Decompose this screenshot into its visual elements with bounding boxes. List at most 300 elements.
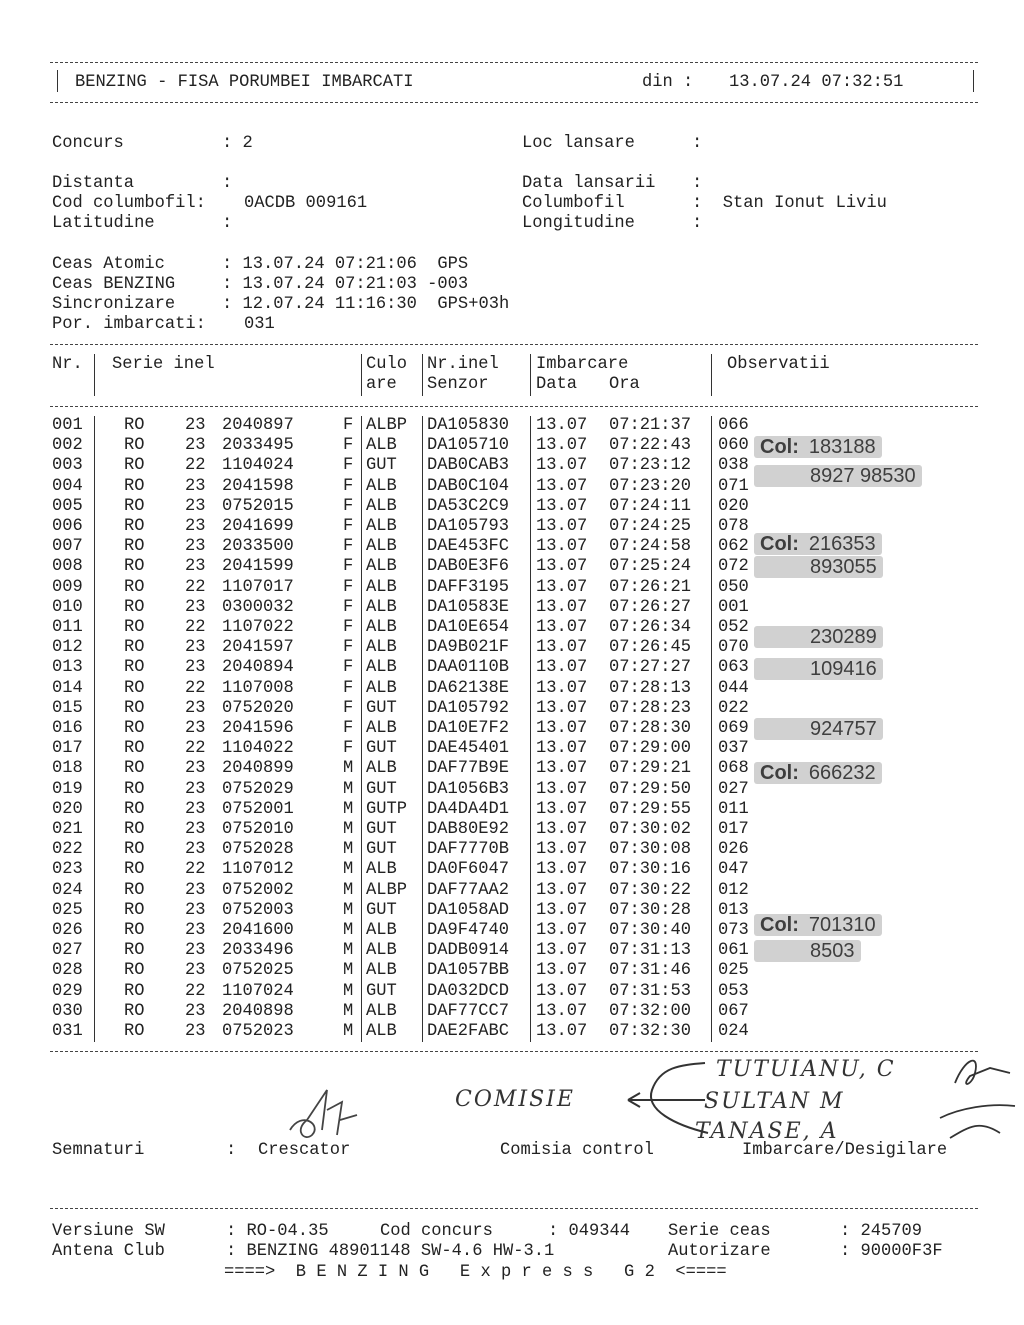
- row-country: RO: [124, 456, 145, 476]
- row-country: RO: [124, 1001, 145, 1021]
- row-observation: 050: [718, 577, 749, 597]
- row-date: 13.07: [536, 921, 588, 940]
- row-sex: M: [343, 900, 354, 920]
- row-country: RO: [124, 860, 145, 880]
- row-time: 07:32:00: [609, 1001, 692, 1021]
- row-color: ALB: [366, 719, 397, 738]
- row-observation: 026: [718, 840, 749, 860]
- row-observation: 012: [718, 880, 749, 900]
- header-divider: [711, 354, 712, 396]
- row-observation: 013: [718, 900, 749, 920]
- row-year: 23: [185, 557, 206, 577]
- row-observation: 052: [718, 618, 749, 637]
- row-chip-id: DAE45401: [427, 739, 510, 759]
- row-year: 23: [185, 496, 206, 516]
- row-year: 23: [185, 900, 206, 920]
- row-sex: F: [343, 739, 354, 759]
- row-chip-id: DA0F6047: [427, 860, 510, 880]
- row-number: 006: [52, 517, 83, 536]
- row-country: RO: [124, 880, 145, 900]
- row-number: 023: [52, 860, 83, 880]
- row-date: 13.07: [536, 496, 588, 516]
- row-observation: 063: [718, 658, 749, 678]
- row-ring-number: 0752025: [222, 961, 294, 981]
- row-year: 23: [185, 779, 206, 799]
- row-year: 23: [185, 517, 206, 536]
- row-chip-id: DAF77CC7: [427, 1001, 510, 1021]
- col-header-nr-inel: Nr.inel: [427, 355, 499, 374]
- din-value: 13.07.24 07:32:51: [729, 73, 904, 92]
- header-divider: [94, 354, 95, 396]
- row-sex: F: [343, 618, 354, 637]
- row-year: 23: [185, 1022, 206, 1041]
- stamp: 893055: [754, 556, 883, 578]
- semnaturi-label: Semnaturi: [52, 1141, 145, 1160]
- row-number: 026: [52, 921, 83, 940]
- row-year: 23: [185, 840, 206, 860]
- row-color: ALB: [366, 557, 397, 577]
- row-sex: F: [343, 456, 354, 476]
- table-row: [0, 800, 1024, 820]
- row-chip-id: DAA0110B: [427, 658, 510, 678]
- row-country: RO: [124, 820, 145, 839]
- row-observation: 062: [718, 537, 749, 557]
- loc-lansare-value: :: [692, 134, 703, 153]
- col-header-culo: Culo: [366, 355, 408, 374]
- row-observation: 060: [718, 436, 749, 456]
- row-year: 23: [185, 961, 206, 981]
- row-observation: 073: [718, 921, 749, 940]
- row-year: 23: [185, 537, 206, 557]
- row-ring-number: 2041597: [222, 638, 294, 658]
- row-color: GUT: [366, 698, 397, 718]
- row-date: 13.07: [536, 840, 588, 860]
- row-date: 13.07: [536, 900, 588, 920]
- row-time: 07:31:13: [609, 941, 692, 961]
- row-sex: M: [343, 1022, 354, 1041]
- row-observation: 037: [718, 739, 749, 759]
- comisie-handwriting: COMISIE: [455, 1087, 575, 1112]
- row-chip-id: DA032DCD: [427, 981, 510, 1001]
- row-country: RO: [124, 638, 145, 658]
- row-color: ALBP: [366, 880, 408, 900]
- row-ring-number: 0752028: [222, 840, 294, 860]
- row-observation: 061: [718, 941, 749, 961]
- semnaturi-colon: :: [226, 1141, 237, 1160]
- row-country: RO: [124, 981, 145, 1001]
- header-top-rule: [50, 62, 978, 63]
- row-time: 07:26:21: [609, 577, 692, 597]
- antena-club-value: : BENZING 48901148 SW-4.6 HW-3.1: [226, 1242, 555, 1261]
- row-observation: 022: [718, 698, 749, 718]
- row-color: GUT: [366, 840, 397, 860]
- row-color: ALB: [366, 921, 397, 940]
- row-number: 028: [52, 961, 83, 981]
- row-color: ALB: [366, 577, 397, 597]
- row-ring-number: 1107008: [222, 678, 294, 698]
- row-sex: M: [343, 981, 354, 1001]
- row-color: GUTP: [366, 799, 408, 819]
- row-chip-id: DA9F4740: [427, 921, 510, 940]
- row-chip-id: DAB80E92: [427, 820, 510, 839]
- row-ring-number: 1104022: [222, 739, 294, 759]
- row-date: 13.07: [536, 860, 588, 880]
- antena-club-label: Antena Club: [52, 1242, 165, 1261]
- col-header-serie-inel: Serie inel: [112, 355, 215, 374]
- row-color: ALB: [366, 517, 397, 536]
- row-ring-number: 0752003: [222, 900, 294, 920]
- row-country: RO: [124, 698, 145, 718]
- col-header-observatii: Observatii: [727, 355, 830, 374]
- row-country: RO: [124, 739, 145, 759]
- page-title: BENZING - FISA PORUMBEI IMBARCATI: [75, 73, 414, 92]
- row-year: 23: [185, 941, 206, 961]
- row-ring-number: 2033496: [222, 941, 294, 961]
- row-date: 13.07: [536, 1022, 588, 1041]
- benzing-express-banner: ====> B E N Z I N G E x p r e s s G 2 <====: [224, 1263, 727, 1282]
- row-sex: F: [343, 638, 354, 658]
- row-sex: M: [343, 779, 354, 799]
- row-chip-id: DA9B021F: [427, 638, 510, 658]
- row-chip-id: DAB0E3F6: [427, 557, 510, 577]
- table-row: [0, 598, 1024, 618]
- row-color: ALB: [366, 961, 397, 981]
- din-label: din :: [642, 73, 694, 92]
- row-ring-number: 0752010: [222, 820, 294, 839]
- row-chip-id: DA105710: [427, 436, 510, 456]
- row-date: 13.07: [536, 416, 588, 435]
- row-number: 019: [52, 779, 83, 799]
- row-date: 13.07: [536, 739, 588, 759]
- concurs-value: : 2: [222, 134, 253, 153]
- row-country: RO: [124, 537, 145, 557]
- row-country: RO: [124, 476, 145, 496]
- table-row: [0, 497, 1024, 517]
- table-row: [0, 739, 1024, 759]
- row-chip-id: DAB0C104: [427, 476, 510, 496]
- row-number: 015: [52, 698, 83, 718]
- row-time: 07:30:08: [609, 840, 692, 860]
- row-date: 13.07: [536, 658, 588, 678]
- ceas-benzing-label: Ceas BENZING: [52, 275, 176, 294]
- data-lansarii-label: Data lansarii: [522, 174, 656, 193]
- row-sex: F: [343, 719, 354, 738]
- row-number: 027: [52, 941, 83, 961]
- longitudine-label: Longitudine: [522, 214, 635, 233]
- row-year: 23: [185, 719, 206, 738]
- cod-concurs-label: Cod concurs: [380, 1222, 493, 1241]
- row-number: 025: [52, 900, 83, 920]
- row-observation: 066: [718, 416, 749, 435]
- row-date: 13.07: [536, 759, 588, 779]
- row-number: 013: [52, 658, 83, 678]
- row-ring-number: 0752001: [222, 799, 294, 819]
- row-time: 07:28:30: [609, 719, 692, 738]
- table-row: [0, 941, 1024, 961]
- row-number: 012: [52, 638, 83, 658]
- row-sex: M: [343, 880, 354, 900]
- imbarcare-desigilare-label: Imbarcare/Desigilare: [742, 1141, 948, 1160]
- row-color: GUT: [366, 739, 397, 759]
- row-number: 029: [52, 981, 83, 1001]
- row-country: RO: [124, 597, 145, 617]
- row-number: 018: [52, 759, 83, 779]
- row-ring-number: 2041596: [222, 719, 294, 738]
- row-color: ALB: [366, 537, 397, 557]
- stamp: Col: 216353: [754, 533, 882, 555]
- header-divider: [361, 354, 362, 396]
- row-country: RO: [124, 618, 145, 637]
- row-time: 07:31:46: [609, 961, 692, 981]
- row-date: 13.07: [536, 799, 588, 819]
- por-imbarcati-label: Por. imbarcati:: [52, 315, 206, 334]
- row-number: 020: [52, 799, 83, 819]
- row-number: 003: [52, 456, 83, 476]
- row-time: 07:26:45: [609, 638, 692, 658]
- row-time: 07:25:24: [609, 557, 692, 577]
- row-ring-number: 0752023: [222, 1022, 294, 1041]
- row-number: 008: [52, 557, 83, 577]
- row-date: 13.07: [536, 880, 588, 900]
- row-observation: 068: [718, 759, 749, 779]
- row-ring-number: 0752020: [222, 698, 294, 718]
- row-time: 07:21:37: [609, 416, 692, 435]
- row-year: 23: [185, 921, 206, 940]
- row-sex: F: [343, 517, 354, 536]
- stamp: 8927 98530: [754, 465, 922, 487]
- row-observation: 072: [718, 557, 749, 577]
- row-ring-number: 0300032: [222, 597, 294, 617]
- row-chip-id: DAFF3195: [427, 577, 510, 597]
- row-ring-number: 2041699: [222, 517, 294, 536]
- row-year: 23: [185, 436, 206, 456]
- table-row: [0, 1022, 1024, 1042]
- row-ring-number: 2040899: [222, 759, 294, 779]
- table-row: [0, 881, 1024, 901]
- row-year: 22: [185, 860, 206, 880]
- row-country: RO: [124, 900, 145, 920]
- row-date: 13.07: [536, 436, 588, 456]
- versiune-sw-value: : RO-04.35: [226, 1222, 329, 1241]
- stamp: 109416: [754, 658, 883, 680]
- row-country: RO: [124, 557, 145, 577]
- row-chip-id: DA1057BB: [427, 961, 510, 981]
- row-country: RO: [124, 961, 145, 981]
- footer-top-rule: [50, 1208, 978, 1209]
- row-date: 13.07: [536, 577, 588, 597]
- row-country: RO: [124, 658, 145, 678]
- por-imbarcati-value: 031: [244, 315, 275, 334]
- row-number: 004: [52, 476, 83, 496]
- row-year: 22: [185, 981, 206, 1001]
- col-header-ora: Ora: [609, 375, 640, 394]
- latitudine-label: Latitudine: [52, 214, 155, 233]
- crescator-label: Crescator: [258, 1141, 351, 1160]
- row-date: 13.07: [536, 476, 588, 496]
- ceas-atomic-label: Ceas Atomic: [52, 255, 165, 274]
- row-year: 22: [185, 618, 206, 637]
- row-year: 23: [185, 1001, 206, 1021]
- row-sex: M: [343, 840, 354, 860]
- row-country: RO: [124, 941, 145, 961]
- row-observation: 047: [718, 860, 749, 880]
- header-right-bar: [973, 70, 974, 92]
- row-chip-id: DA4DA4D1: [427, 799, 510, 819]
- row-color: ALB: [366, 618, 397, 637]
- row-observation: 070: [718, 638, 749, 658]
- row-country: RO: [124, 840, 145, 860]
- row-observation: 025: [718, 961, 749, 981]
- handwritten-name-1: TUTUIANU, C: [716, 1057, 896, 1082]
- distanta-label: Distanta: [52, 174, 135, 193]
- cod-concurs-value: : 049344: [548, 1222, 631, 1241]
- row-ring-number: 2041600: [222, 921, 294, 940]
- row-ring-number: 1107022: [222, 618, 294, 637]
- table-row: [0, 840, 1024, 860]
- autorizare-label: Autorizare: [668, 1242, 771, 1261]
- table-bottom-rule: [50, 1051, 978, 1052]
- col-header-imbarcare: Imbarcare: [536, 355, 629, 374]
- row-color: GUT: [366, 900, 397, 920]
- row-year: 23: [185, 880, 206, 900]
- row-number: 031: [52, 1022, 83, 1041]
- col-header-are: are: [366, 375, 397, 394]
- row-ring-number: 0752029: [222, 779, 294, 799]
- row-sex: F: [343, 557, 354, 577]
- row-year: 23: [185, 638, 206, 658]
- row-number: 021: [52, 820, 83, 839]
- row-time: 07:29:00: [609, 739, 692, 759]
- row-sex: M: [343, 799, 354, 819]
- row-observation: 027: [718, 779, 749, 799]
- row-year: 23: [185, 597, 206, 617]
- table-row: [0, 1002, 1024, 1022]
- table-row: [0, 699, 1024, 719]
- row-time: 07:30:28: [609, 900, 692, 920]
- row-color: ALB: [366, 1001, 397, 1021]
- stamp: Col: 666232: [754, 762, 882, 784]
- row-chip-id: DAF77AA2: [427, 880, 510, 900]
- cod-columbofil-value: 0ACDB 009161: [244, 194, 368, 213]
- row-country: RO: [124, 577, 145, 597]
- row-time: 07:31:53: [609, 981, 692, 1001]
- row-sex: M: [343, 1001, 354, 1021]
- row-time: 07:22:43: [609, 436, 692, 456]
- row-chip-id: DAE2FABC: [427, 1022, 510, 1041]
- handwritten-name-2: SULTAN M: [704, 1089, 845, 1114]
- row-chip-id: DAE453FC: [427, 537, 510, 557]
- row-sex: M: [343, 759, 354, 779]
- row-sex: F: [343, 496, 354, 516]
- commission-signatures: [930, 1048, 1020, 1148]
- row-color: GUT: [366, 981, 397, 1001]
- stamp: 8503: [754, 940, 861, 962]
- row-chip-id: DA105793: [427, 517, 510, 536]
- row-chip-id: DA1056B3: [427, 779, 510, 799]
- cod-columbofil-label: Cod columbofil:: [52, 194, 206, 213]
- stamp: 924757: [754, 718, 883, 740]
- row-chip-id: DA10583E: [427, 597, 510, 617]
- row-number: 014: [52, 678, 83, 698]
- table-row: [0, 860, 1024, 880]
- row-chip-id: DA105830: [427, 416, 510, 435]
- row-chip-id: DAF77B9E: [427, 759, 510, 779]
- row-year: 23: [185, 476, 206, 496]
- table-row: [0, 679, 1024, 699]
- row-color: GUT: [366, 779, 397, 799]
- row-date: 13.07: [536, 941, 588, 961]
- row-number: 010: [52, 597, 83, 617]
- row-number: 007: [52, 537, 83, 557]
- serie-ceas-label: Serie ceas: [668, 1222, 771, 1241]
- row-date: 13.07: [536, 557, 588, 577]
- row-sex: M: [343, 921, 354, 940]
- row-ring-number: 0752015: [222, 496, 294, 516]
- row-observation: 078: [718, 517, 749, 536]
- row-color: ALB: [366, 496, 397, 516]
- row-number: 005: [52, 496, 83, 516]
- row-observation: 038: [718, 456, 749, 476]
- row-time: 07:24:58: [609, 537, 692, 557]
- row-country: RO: [124, 517, 145, 536]
- row-date: 13.07: [536, 678, 588, 698]
- row-ring-number: 2041598: [222, 476, 294, 496]
- row-country: RO: [124, 779, 145, 799]
- stamp: 230289: [754, 626, 883, 648]
- row-color: ALB: [366, 597, 397, 617]
- crescator-signature: [282, 1080, 372, 1150]
- ceas-benzing-value: : 13.07.24 07:21:03 -003: [222, 275, 469, 294]
- row-color: ALB: [366, 658, 397, 678]
- row-country: RO: [124, 416, 145, 435]
- stamp: Col: 701310: [754, 914, 882, 936]
- col-header-senzor: Senzor: [427, 375, 489, 394]
- row-sex: F: [343, 597, 354, 617]
- row-observation: 024: [718, 1022, 749, 1041]
- row-sex: M: [343, 961, 354, 981]
- row-color: ALBP: [366, 416, 408, 435]
- row-ring-number: 1107017: [222, 577, 294, 597]
- row-number: 017: [52, 739, 83, 759]
- col-header-nr: Nr.: [52, 355, 83, 374]
- row-number: 022: [52, 840, 83, 860]
- handwritten-name-3: TANASE, A: [695, 1119, 839, 1144]
- row-time: 07:26:34: [609, 618, 692, 637]
- header-bottom-rule: [50, 102, 978, 103]
- table-row: [0, 578, 1024, 598]
- row-time: 07:32:30: [609, 1022, 692, 1041]
- row-country: RO: [124, 799, 145, 819]
- row-chip-id: DAB0CAB3: [427, 456, 510, 476]
- row-observation: 011: [718, 799, 749, 819]
- columbofil-label: Columbofil: [522, 194, 625, 213]
- row-year: 22: [185, 678, 206, 698]
- row-color: ALB: [366, 436, 397, 456]
- row-chip-id: DA1058AD: [427, 900, 510, 920]
- row-sex: F: [343, 577, 354, 597]
- loc-lansare-label: Loc lansare: [522, 134, 635, 153]
- row-date: 13.07: [536, 719, 588, 738]
- row-ring-number: 2040898: [222, 1001, 294, 1021]
- versiune-sw-label: Versiune SW: [52, 1222, 165, 1241]
- row-sex: F: [343, 416, 354, 435]
- row-date: 13.07: [536, 618, 588, 637]
- row-chip-id: DAF7770B: [427, 840, 510, 860]
- row-observation: 044: [718, 678, 749, 698]
- row-time: 07:29:21: [609, 759, 692, 779]
- row-time: 07:26:27: [609, 597, 692, 617]
- row-color: ALB: [366, 476, 397, 496]
